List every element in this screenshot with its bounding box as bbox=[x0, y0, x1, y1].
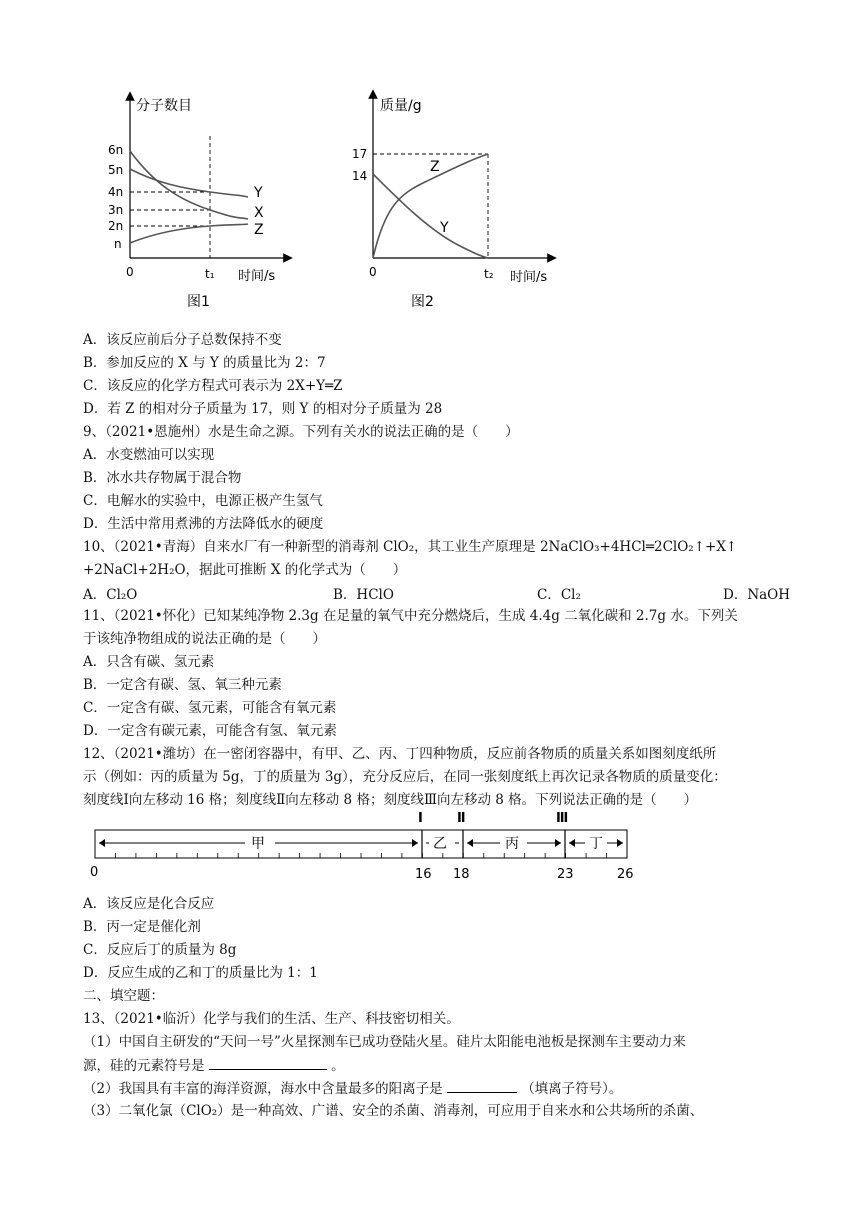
q9-option-a: A．水变燃油可以实现 bbox=[83, 447, 215, 463]
q11-option-d: D．一定含有碳元素，可能含有氢、氧元素 bbox=[83, 723, 337, 739]
fig1-curve-z bbox=[130, 224, 248, 243]
fig1-curve-x bbox=[130, 151, 248, 219]
fig2-ytick-17: 17 bbox=[352, 147, 368, 161]
ruler-tick-18: 18 bbox=[453, 867, 470, 880]
ruler-tick-16: 16 bbox=[415, 867, 432, 880]
fig1-label-y: Y bbox=[254, 185, 263, 201]
q9-option-d: D．生活中常用煮沸的方法降低水的硬度 bbox=[83, 516, 324, 532]
q11-option-a: A．只含有碳、氢元素 bbox=[83, 654, 215, 670]
fig2-origin: 0 bbox=[369, 265, 377, 279]
fig2-caption: 图2 bbox=[411, 294, 434, 310]
ruler-tick-0: 0 bbox=[90, 865, 99, 880]
fig2-xlabel: 时间/s bbox=[510, 270, 548, 285]
q8-option-a: A．该反应前后分子总数保持不变 bbox=[83, 332, 282, 348]
q10-option-b: B．HClO bbox=[333, 587, 394, 603]
q10-option-a: A．Cl₂O bbox=[83, 587, 138, 603]
ruler-segment-jia: 甲 bbox=[251, 836, 265, 852]
q12-stem-line1: 12、（2021•潍坊）在一密闭容器中，有甲、乙、丙、丁四种物质，反应前各物质的质量关系如图刻度纸所 bbox=[83, 746, 717, 762]
q12-option-b: B．丙一定是催化剂 bbox=[83, 919, 201, 935]
q11-stem-line2: 于该纯净物组成的说法正确的是（ ） bbox=[83, 631, 326, 647]
fig1-ytick-6n: 6n bbox=[108, 143, 124, 157]
q9-option-b: B．冰水共存物属于混合物 bbox=[83, 470, 242, 486]
q12-option-c: C．反应后丁的质量为 8g bbox=[83, 942, 237, 958]
q8-option-d: D．若 Z 的相对分子质量为 17，则 Y 的相对分子质量为 28 bbox=[83, 401, 443, 417]
ruler-mark-iii: Ⅲ bbox=[556, 811, 569, 826]
q13-part1-end: 。 bbox=[331, 1058, 345, 1074]
q13-part2-end: （填离子符号）。 bbox=[521, 1081, 623, 1097]
q13-part2-text: （2）我国具有丰富的海洋资源，海水中含量最多的阳离子是 bbox=[83, 1081, 443, 1097]
ruler-tick-26: 26 bbox=[617, 867, 634, 880]
fig1-label-z: Z bbox=[254, 222, 264, 238]
q11-option-c: C．一定含有碳、氢元素，可能含有氧元素 bbox=[83, 700, 337, 716]
fig1-origin: 0 bbox=[126, 265, 134, 279]
figure-1-molecule-count-graph bbox=[100, 90, 300, 315]
q13-part2-answer-blank[interactable] bbox=[447, 1078, 517, 1093]
q10-option-d: D．NaOH bbox=[723, 587, 791, 603]
scale-ruler-diagram bbox=[85, 808, 645, 880]
q10-stem-line2: +2NaCl+2H₂O，据此可推断 X 的化学式为（ ） bbox=[83, 562, 407, 578]
fig1-ytick-n: n bbox=[114, 237, 122, 251]
fig1-ytick-3n: 3n bbox=[108, 203, 124, 217]
fig1-ytick-5n: 5n bbox=[108, 163, 124, 177]
fig2-curve-y bbox=[373, 174, 488, 258]
fig1-ytick-4n: 4n bbox=[108, 185, 124, 199]
ruler-mark-ii: Ⅱ bbox=[457, 811, 466, 826]
fig1-xlabel: 时间/s bbox=[238, 269, 276, 284]
q13-part1-line1: （1）中国自主研发的“天问一号”火星探测车已成功登陆火星。硅片太阳能电池板是探测车主要动力来 bbox=[83, 1034, 686, 1050]
q12-stem-line3: 刻度线Ⅰ向左移动 16 格；刻度线Ⅱ向左移动 8 格；刻度线Ⅲ向左移动 8 格。下列说法正确的是（ ） bbox=[83, 792, 698, 808]
q9-stem: 9、（2021•恩施州）水是生命之源。下列有关水的说法正确的是（ ） bbox=[83, 424, 519, 440]
ruler-mark-i: Ⅰ bbox=[418, 811, 423, 826]
fig1-caption: 图1 bbox=[187, 294, 210, 310]
q8-option-b: B．参加反应的 X 与 Y 的质量比为 2：7 bbox=[83, 355, 326, 371]
fig1-curve-y bbox=[130, 169, 248, 197]
ruler-segment-bing: 丙 bbox=[505, 836, 519, 852]
ruler-segment-yi: 乙 bbox=[433, 836, 447, 852]
ruler-tick-23: 23 bbox=[557, 867, 574, 880]
fig2-label-y: Y bbox=[440, 220, 449, 236]
fig2-t2: t₂ bbox=[484, 267, 494, 281]
q10-stem-line1: 10、（2021•青海）自来水厂有一种新型的消毒剂 ClO₂，其工业生产原理是 2NaClO₃+4HCl═2ClO₂↑+X↑ bbox=[83, 539, 738, 555]
q10-option-c: C．Cl₂ bbox=[537, 587, 581, 603]
q13-part1-text: 源，硅的元素符号是 bbox=[83, 1058, 205, 1074]
section-fill-in-title: 二、填空题： bbox=[83, 988, 164, 1004]
fig1-ylabel: 分子数目 bbox=[136, 98, 192, 114]
fig2-label-z: Z bbox=[430, 159, 440, 175]
q11-option-b: B．一定含有碳、氢、氧三种元素 bbox=[83, 677, 282, 693]
ruler-segment-ding: 丁 bbox=[589, 836, 603, 852]
q13-part3-line1: （3）二氧化氯（ClO₂）是一种高效、广谱、安全的杀菌、消毒剂，可应用于自来水和公共场所的杀菌、 bbox=[83, 1103, 704, 1119]
q13-stem: 13、（2021•临沂）化学与我们的生活、生产、科技密切相关。 bbox=[83, 1011, 460, 1027]
fig1-t1: t₁ bbox=[205, 267, 215, 281]
q8-option-c: C．该反应的化学方程式可表示为 2X+Y═Z bbox=[83, 378, 343, 394]
q13-part1-line2 bbox=[83, 1055, 345, 1076]
q12-option-d: D．反应生成的乙和丁的质量比为 1：1 bbox=[83, 965, 318, 981]
q12-stem-line2: 示（例如：丙的质量为 5g，丁的质量为 3g），充分反应后，在同一张刻度纸上再次记录各物质的质量变化： bbox=[83, 769, 727, 785]
fig1-ytick-2n: 2n bbox=[108, 219, 124, 233]
q12-option-a: A．该反应是化合反应 bbox=[83, 896, 215, 912]
fig1-label-x: X bbox=[254, 205, 264, 221]
fig2-ytick-14: 14 bbox=[352, 169, 368, 183]
fig2-ylabel: 质量/g bbox=[380, 98, 422, 114]
q9-option-c: C．电解水的实验中，电源正极产生氢气 bbox=[83, 493, 323, 509]
q11-stem-line1: 11、（2021•怀化）已知某纯净物 2.3g 在足量的氧气中充分燃烧后，生成 4.4g 二氧化碳和 2.7g 水。下列关 bbox=[83, 608, 738, 624]
q13-part2-line bbox=[83, 1078, 622, 1099]
figure-2-mass-graph bbox=[340, 86, 560, 316]
q13-part1-answer-blank[interactable] bbox=[209, 1055, 327, 1070]
